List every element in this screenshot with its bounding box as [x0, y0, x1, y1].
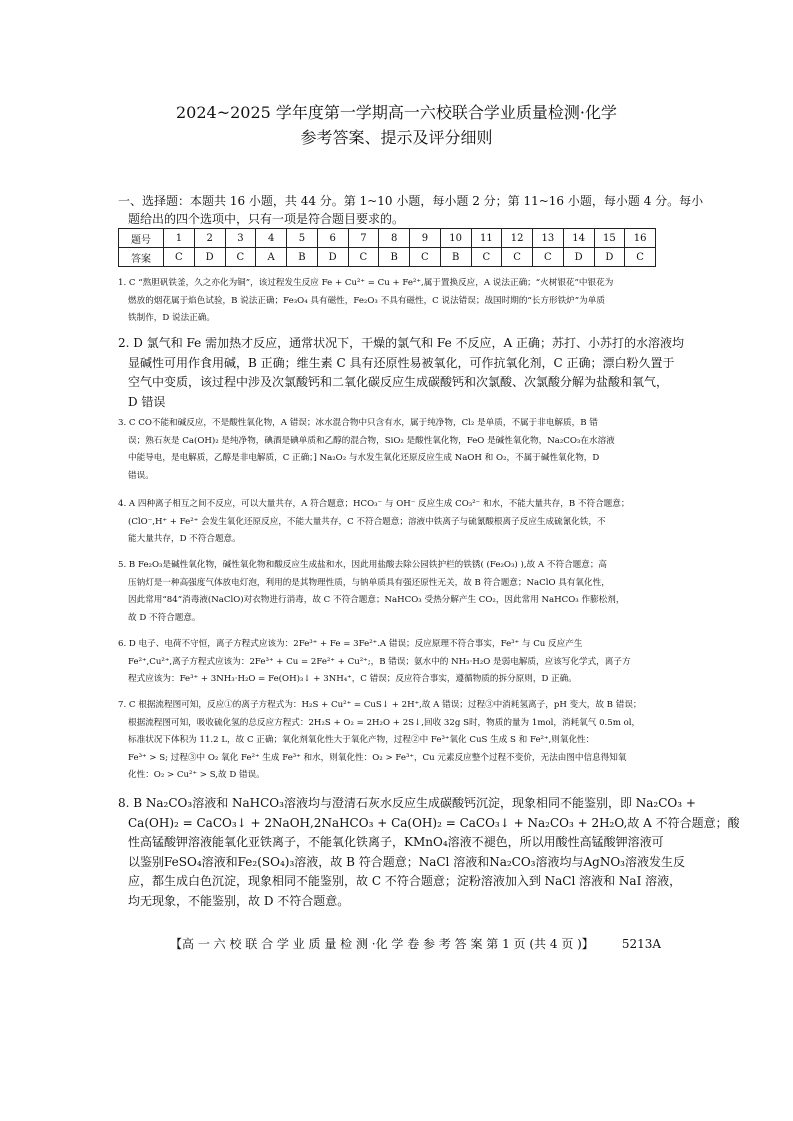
section-line-1: 一、选择题：本题共 16 小题，共 44 分。第 1~10 小题，每小题 2 分；第 11~16 小题，每小题 4 分。每小	[118, 194, 704, 208]
explanation-line: 7. C 根据流程图可知，反应①的离子方程式为：H₂S + Cu²⁺ = CuS↓ + 2H⁺,故 A 错误；过程③中消耗氢离子，pH 变大，故 B 错误；	[118, 700, 642, 710]
answer-explanation-5	[118, 557, 654, 627]
explanation-line: 标准状况下体积为 11.2 L，故 C 正确；氧化剂氧化性大于氧化产物，过程②中 Fe³⁺氧化 CuS 生成 S 和 Fe²⁺,则氧化性：	[128, 735, 595, 745]
explanation-line: 5. B Fe₂O₃是碱性氧化物，碱性氧化物和酸反应生成盐和水，因此用盐酸去除公园铁护栏的铁锈( (Fe₂O₃) ),故 A 不符合题意；高	[118, 560, 608, 570]
explanation-line: 化性：O₂ > Cu²⁺ > S,故 D 错误。	[128, 770, 265, 780]
answer-cell: C	[471, 248, 502, 267]
number-cell: 10	[440, 229, 471, 248]
answer-explanation-1	[118, 275, 654, 328]
answer-explanation-2	[118, 334, 684, 412]
explanation-line: 故 D 不符合题意。	[128, 612, 201, 623]
explanation-line: 应，都生成白色沉淀，现象相同不能鉴别，故 C 不符合题意；淀粉溶液加入到 NaCl 溶液和 NaI 溶液，	[128, 874, 682, 888]
answer-cell: C	[533, 248, 564, 267]
explanation-line: Fe²⁺,Cu²⁺,离子方程式应该为：2Fe³⁺ + Cu = 2Fe²⁺ + Cu²⁺;，B 错误；氨水中的 NH₃·H₂O 是弱电解质，应该写化学式，离子方	[128, 656, 631, 667]
answer-cell: B	[379, 248, 410, 267]
number-cell: 3	[225, 229, 256, 248]
number-cell: 1	[164, 229, 195, 248]
answer-cell: C	[164, 248, 195, 267]
explanation-line: 8. B Na₂CO₃溶液和 NaHCO₃溶液均与澄清石灰水反应生成碳酸钙沉淀，现象相同不能鉴别，即 Na₂CO₃ +	[118, 796, 696, 810]
section-one-instructions	[118, 192, 704, 228]
number-cell: 16	[625, 229, 656, 248]
answer-cell: D	[194, 248, 225, 267]
number-cell: 14	[563, 229, 594, 248]
explanation-line: D 错误	[128, 394, 166, 409]
explanation-line: Fe³⁺ > S; 过程③中 O₂ 氧化 Fe²⁺ 生成 Fe³⁺ 和水，则氧化性：O₂ > Fe³⁺，Cu 元素反应整个过程不变价，无法由图中信息得知氧	[128, 752, 627, 763]
answer-explanation-3	[118, 415, 654, 485]
answer-explanation-6	[118, 636, 654, 689]
explanation-line: 空气中变质，该过程中涉及次氯酸钙和二氧化碳反应生成碳酸钙和次氯酸、次氯酸分解为盐酸和氧气，	[128, 375, 669, 389]
answer-cell: C	[225, 248, 256, 267]
answer-cell: C	[348, 248, 379, 267]
explanation-line: Ca(OH)₂ = CaCO₃↓ + 2NaOH,2NaHCO₃ + Ca(OH)₂ = CaCO₃↓ + Na₂CO₃ + 2H₂O,故 A 不符合题意；酸	[128, 815, 740, 830]
explanation-line: 因此常用“84”消毒液(NaClO)对衣物进行消毒，故 C 不符合题意；NaHCO₃ 受热分解产生 CO₂，因此常用 NaHCO₃ 作膨松剂，	[128, 595, 625, 605]
explanation-line: 错误。	[128, 470, 154, 481]
explanation-line: 中能导电，是电解质，乙醇是非电解质，C 正确；] Na₂O₂ 与水发生氧化还原反应生成 NaOH 和 O₂，不属于碱性氧化物，D	[128, 453, 600, 463]
answer-table	[118, 228, 656, 267]
explanation-line: 3. C CO不能和碱反应，不是酸性氧化物，A 错误；冰水混合物中只含有水，属于纯净物，Cl₂ 是单质，不属于非电解质，B 错	[118, 418, 598, 428]
explanation-line: 均无现象，不能鉴别，故 D 不符合题意。	[128, 893, 350, 908]
explanation-line: 性高锰酸钾溶液能氧化亚铁离子，不能氧化铁离子，KMnO₄溶液不褪色，所以用酸性高锰酸钾溶液可	[128, 835, 664, 849]
explanation-line: 能大量共存，D 不符合题意。	[128, 534, 241, 544]
answer-table-number-row	[119, 229, 656, 248]
explanation-line: 压钠灯是一种高强度气体放电灯泡，利用的是其物理性质，与钠单质具有强还原性无关，故 B 符合题意；NaClO 具有氧化性，	[128, 577, 610, 588]
number-cell: 6	[317, 229, 348, 248]
explanation-line: 1. C “熬胆矾铁釜，久之亦化为铜”，该过程发生反应 Fe + Cu²⁺ = Cu + Fe²⁺,属于置换反应，A 说法正确；“火树银花”中银花为	[118, 278, 614, 288]
explanation-line: (ClO⁻,H⁺ + Fe²⁺ 会发生氧化还原反应，不能大量共存，C 不符合题意；溶液中铁离子与硫氰酸根离子反应生成硫氰化铁，不	[128, 516, 606, 527]
document-subtitle: 参考答案、提示及评分细则	[300, 128, 493, 147]
explanation-line: 以鉴别FeSO₄溶液和Fe₂(SO₄)₃溶液，故 B 符合题意；NaCl 溶液和Na₂CO₃溶液均与AgNO₃溶液发生反	[128, 854, 685, 869]
answer-table-answer-row	[119, 248, 656, 267]
explanation-line: 显碱性可用作食用碱，B 正确；维生素 C 具有还原性易被氧化，可作抗氧化剂，C 正确；漂白粉久置于	[128, 355, 675, 370]
number-cell: 13	[533, 229, 564, 248]
explanation-line: 燃放的烟花属于焰色试验，B 说法正确；Fe₃O₄ 具有磁性，Fe₂O₃ 不具有磁性，C 说法错误；战国时期的“长方形铁炉”为单质	[128, 295, 605, 306]
number-cell: 5	[287, 229, 318, 248]
explanation-line: 误；熟石灰是 Ca(OH)₂ 是纯净物，碘酒是碘单质和乙醇的混合物，SiO₂ 是酸性氧化物，FeO 是碱性氧化物，Na₂CO₃在水溶液	[128, 435, 615, 446]
explanation-line: 根据流程图可知，吸收硫化氢的总反应方程式：2H₂S + O₂ = 2H₂O + 2S↓,回收 32g S时，物质的量为 1mol，消耗氧气 0.5m ol，	[128, 717, 641, 728]
number-cell: 15	[594, 229, 625, 248]
number-cell: 11	[471, 229, 502, 248]
explanation-line: 铁制作，D 说法正确。	[128, 313, 215, 323]
number-cell: 8	[379, 229, 410, 248]
footer-text: 【高 一 六 校 联 合 学 业 质 量 检 测 ·化 学 卷 参 考 答 案 第 1 页 (共 4 页 )】	[170, 937, 594, 951]
answer-cell: C	[625, 248, 656, 267]
number-cell: 2	[194, 229, 225, 248]
answer-cell: D	[317, 248, 348, 267]
document-title: 2024~2025 学年度第一学期高一六校联合学业质量检测·化学	[175, 103, 618, 122]
answer-header-cell: 答案	[119, 248, 164, 267]
answer-explanation-8	[118, 794, 740, 911]
answer-cell: B	[440, 248, 471, 267]
answer-explanation-7	[118, 697, 654, 785]
explanation-line: 4. A 四种离子相互之间不反应，可以大量共存，A 符合题意；HCO₃⁻ 与 OH⁻ 反应生成 CO₃²⁻ 和水，不能大量共存，B 不符合题意；	[118, 499, 630, 509]
footer-code: 5213A	[621, 937, 662, 951]
section-line-2: 题给出的四个选项中，只有一项是符合题目要求的。	[128, 212, 405, 226]
number-cell: 4	[256, 229, 287, 248]
explanation-line: 程式应该为：Fe³⁺ + 3NH₃·H₂O = Fe(OH)₃↓ + 3NH₄⁺，C 错误；反应符合事实，遵循物质的拆分原则，D 正确。	[128, 674, 577, 684]
page-footer	[170, 935, 661, 952]
answer-cell: B	[287, 248, 318, 267]
explanation-line: 6. D 电子、电荷不守恒，离子方程式应该为：2Fe³⁺ + Fe = 3Fe²⁺.A 错误；反应原理不符合事实，Fe³⁺ 与 Cu 反应产生	[118, 639, 583, 649]
explanation-line: 2. D 氯气和 Fe 需加热才反应，通常状况下，干燥的氯气和 Fe 不反应，A 正确；苏打、小苏打的水溶液均	[118, 336, 684, 350]
answer-explanation-4	[118, 496, 654, 549]
answer-cell: C	[502, 248, 533, 267]
number-cell: 12	[502, 229, 533, 248]
answer-cell: D	[594, 248, 625, 267]
answer-cell: D	[563, 248, 594, 267]
number-cell: 7	[348, 229, 379, 248]
answer-cell: A	[256, 248, 287, 267]
number-header-cell: 题号	[119, 229, 164, 248]
number-cell: 9	[410, 229, 441, 248]
answer-cell: C	[410, 248, 441, 267]
